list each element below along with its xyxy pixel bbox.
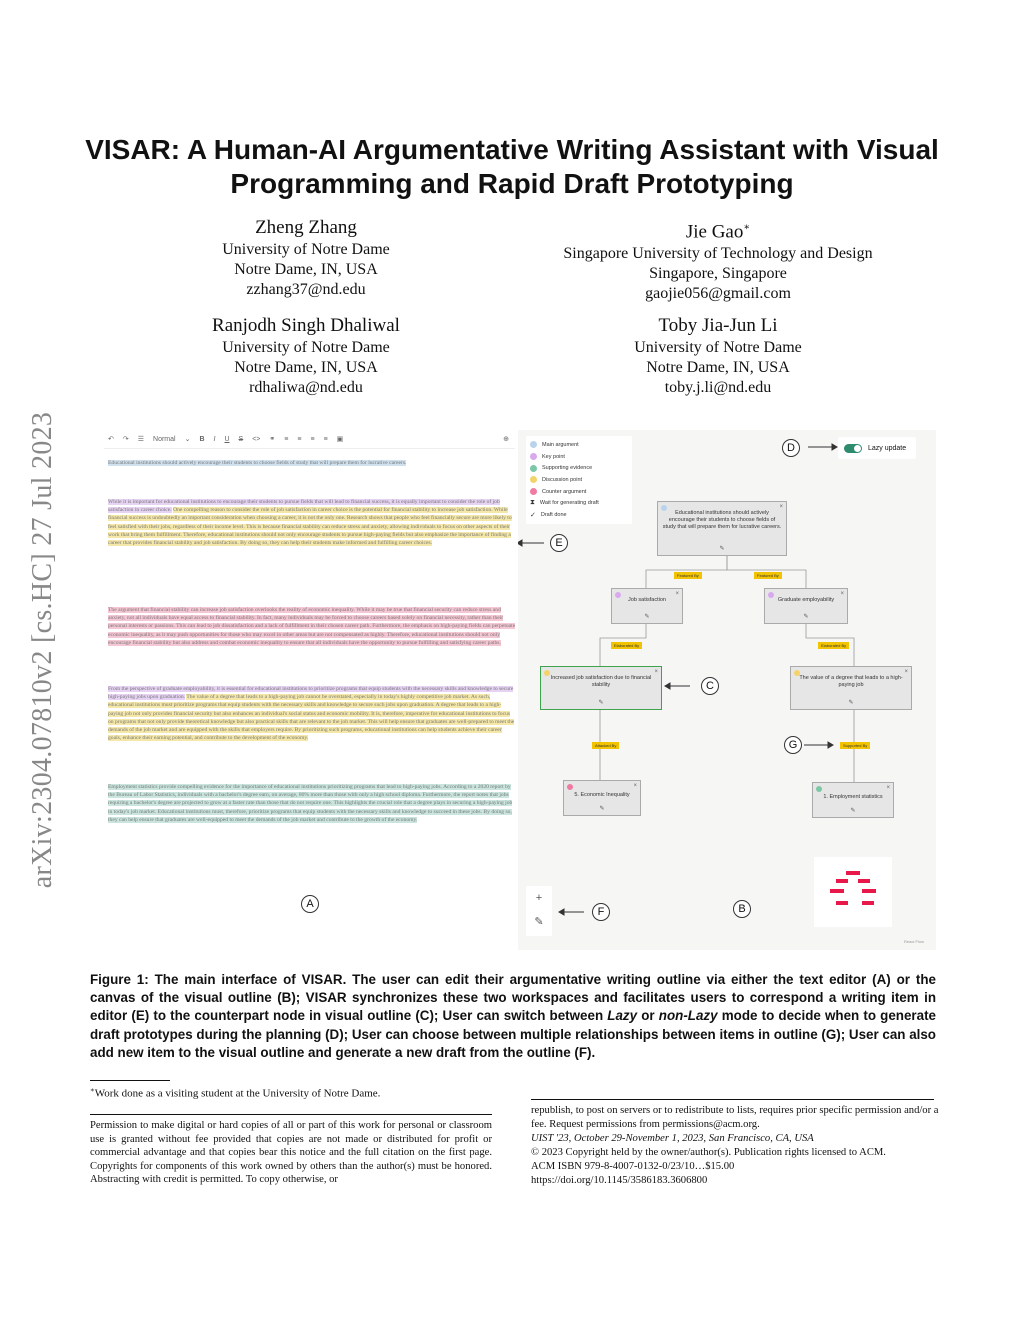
align-center-icon[interactable]: ≡ — [297, 435, 302, 443]
close-icon[interactable]: × — [779, 504, 783, 510]
pen-icon[interactable]: ✎ — [644, 614, 650, 620]
check-circle-icon: ✓ — [530, 511, 536, 519]
node-counter-argument[interactable] — [563, 780, 641, 816]
isbn-line: ACM ISBN 979-8-4007-0132-0/23/10…$15.00 — [531, 1160, 735, 1172]
legend-item — [530, 462, 628, 474]
node-text: Increased job satisfaction due to financial stability — [550, 675, 652, 688]
author-block-1 — [106, 216, 506, 300]
edge-label-featured-by[interactable]: Featured By — [674, 572, 702, 579]
strikethrough-icon[interactable]: S — [238, 435, 244, 443]
canvas-controls — [526, 886, 552, 936]
toggle-switch-icon[interactable] — [844, 444, 862, 453]
author-email[interactable]: gaojie056@gmail.com — [645, 285, 791, 303]
code-icon[interactable]: <> — [252, 435, 261, 443]
author-name: Jie Gao — [685, 221, 744, 243]
save-icon[interactable]: ▣ — [336, 436, 344, 443]
author-affiliation: University of Notre Dame — [634, 339, 802, 356]
callout-f: F — [592, 903, 610, 921]
pen-icon[interactable]: ✎ — [803, 614, 809, 620]
legend-item — [530, 497, 628, 509]
counter-argument-dot-icon — [530, 488, 537, 495]
editor-paragraph-key-point-1[interactable] — [108, 498, 516, 572]
author-name: Zheng Zhang — [255, 217, 357, 238]
key-point-text[interactable]: From the perspective of graduate employability, it is essential for educational institutions to prioritize programs that equip students with the necessary skills and knowledge to secure high-paying jobs upon graduation. — [108, 686, 514, 701]
footnote-rule — [90, 1080, 170, 1081]
arxiv-id-text: arXiv:2304.07810v2 [cs.HC] 27 Jul 2023 — [27, 411, 59, 889]
key-point-dot-icon — [530, 453, 537, 460]
edge-label-elaborated-by[interactable]: Elaborated By — [818, 642, 849, 649]
close-icon[interactable]: × — [904, 669, 908, 675]
align-justify-icon[interactable]: ≡ — [323, 435, 328, 443]
permission-rule-left — [90, 1114, 492, 1115]
minimap-node — [862, 901, 874, 905]
doi-link[interactable]: https://doi.org/10.1145/3586183.3606800 — [531, 1174, 708, 1186]
node-text: 1. Employment statistics — [823, 794, 883, 800]
legend — [526, 436, 632, 524]
callout-b: B — [733, 900, 751, 918]
align-right-icon[interactable]: ≡ — [310, 435, 315, 443]
edge-label-supported-by[interactable]: Supported By — [840, 742, 870, 749]
author-name: Toby Jia-Jun Li — [658, 315, 778, 336]
bold-icon[interactable]: B — [199, 435, 205, 443]
figure-caption — [90, 971, 936, 1062]
editor-paragraph-supporting-evidence[interactable] — [108, 783, 516, 841]
add-icon[interactable]: ⊕ — [503, 436, 509, 443]
legend-label: Supporting evidence — [542, 465, 593, 472]
caption-emphasis: Lazy — [607, 1008, 638, 1024]
undo-icon[interactable]: ↶ — [108, 436, 114, 443]
close-icon[interactable]: × — [633, 783, 637, 789]
arrow-d-lazy-head — [832, 444, 837, 450]
lazy-update-toggle[interactable] — [838, 437, 916, 459]
author-location: Notre Dame, IN, USA — [234, 359, 378, 376]
pen-icon[interactable]: ✎ — [850, 808, 856, 814]
conference-info: UIST '23, October 29-November 1, 2023, San Francisco, CA, USA — [531, 1132, 814, 1144]
author-footnote-mark: ∗ — [743, 222, 751, 233]
legend-item — [530, 439, 628, 451]
node-key-point-graduate-employability[interactable] — [764, 588, 848, 624]
author-email[interactable]: toby.j.li@nd.edu — [664, 379, 772, 396]
author-location: Notre Dame, IN, USA — [646, 359, 790, 376]
node-discussion-point-2[interactable] — [790, 666, 912, 710]
node-discussion-point-1[interactable] — [540, 666, 662, 710]
close-icon[interactable]: × — [840, 591, 844, 597]
node-text: The value of a degree that leads to a high-paying job — [799, 675, 903, 688]
add-node-button[interactable]: + — [535, 892, 543, 904]
legend-label: Wait for generating draft — [539, 500, 599, 507]
callout-c: C — [701, 677, 719, 695]
minimap-node — [862, 889, 876, 893]
callout-d: D — [782, 439, 800, 457]
supporting-evidence-text[interactable]: Employment statistics provide compelling evidence for the importance of educational institutions prioritizing programs that lead to high-paying jobs. According to a 2020 report by the Bureau of Labor Statistics, individuals with a bachelor's degree earn, on average, 80% more than those with only a high school diploma. Furthermore, the report notes that jobs requiring a bachelor's degree are projected to grow at a faster rate than those that do not require one. This highlights the crucial role that a degree plays in securing a high-paying job in today's job market. Educational institutions must, therefore, prioritize programs that equip students with the necessary skills and knowledge to succeed in these jobs. By doing so, they can help ensure that graduates are well-equipped to meet the demands of the job market and contribute to the growth of the economy. — [108, 784, 513, 823]
legend-item — [530, 509, 628, 521]
close-icon[interactable]: × — [886, 785, 890, 791]
close-icon[interactable]: × — [675, 591, 679, 597]
caption-text: mode to decide when to generate draft prototypes during the planning (D); User can choose between multiple relationships between items in outline (G); User can also add new item to the visual outline and generate a new draft from the outline (F). — [90, 1008, 936, 1060]
footnote — [90, 1086, 380, 1100]
legend-item — [530, 451, 628, 463]
counter-argument-dot-icon — [567, 784, 573, 790]
arrow-e-head — [518, 540, 522, 546]
italic-icon[interactable]: I — [213, 435, 216, 443]
minimap-node — [830, 889, 844, 893]
caption-emphasis: non-Lazy — [658, 1008, 718, 1024]
node-text: Graduate employability — [777, 597, 835, 603]
redo-icon[interactable]: ↷ — [122, 436, 129, 443]
callout-g: G — [784, 736, 802, 754]
editor-toolbar — [104, 430, 515, 449]
permission-notice-left: Permission to make digital or hard copies of all or part of this work for personal or classroom use is granted without fee provided that copies are not made or distributed for profit or commercial advantage and that copies bear this notice and the full citation on the first page. Copyrights for components of this work owned by others than the author(s) must be honored. Abstracting with credit is permitted. To copy otherwise, or — [90, 1120, 492, 1186]
pen-icon[interactable]: ✎ — [534, 916, 544, 928]
legend-item — [530, 474, 628, 486]
editor-paragraph-counter-argument[interactable] — [108, 606, 516, 672]
author-affiliation: University of Notre Dame — [222, 339, 390, 356]
key-point-text[interactable]: While it is important for educational institutions to encourage their students to pursue fields that will lead to financial success, it is equally important to consider the role of job satisfaction in career choice. — [108, 499, 500, 514]
callout-a: A — [301, 895, 319, 913]
supporting-evidence-dot-icon — [816, 786, 822, 792]
main-argument-dot-icon — [530, 441, 537, 448]
discussion-point-text[interactable]: One compelling reason to consider the role of job satisfaction in career choice is the potential for financial stability to increase job satisfaction. While financial success is undoubtedly an important consideration when choosing a career, it is not the only one. Research shows that people who feel financially secure are more likely to feel satisfied with their jobs, regardless of their income level. This is because financial stability can reduce stress and anxiety, allowing individuals to focus on other aspects of their work that bring them fulfillment. Therefore, educational institutions should not only encourage students to pursue high-paying fields but also emphasize the importance of finding a career that provides financial stability and job satisfaction. By doing so, they can help their students make informed and fulfilling career choices. — [108, 507, 512, 547]
pen-icon[interactable]: ✎ — [848, 700, 854, 706]
node-text: Educational institutions should actively encourage their students to choose fields of study that will prepare them for lucrative careers. — [662, 510, 782, 530]
discussion-point-text[interactable]: The value of a degree that leads to a high-paying job cannot be overstated, especially in today's highly competitive job market. As such, educational institutions must prioritize programs that equip students with the necessary skills and knowledge to secure such jobs upon graduation. A degree that leads to a high-paying job not only provides financial security but also enhances an individual's social status and economic mobility. It is, therefore, imperative for educational institutions to focus on programs that not only provide theoretical knowledge but also practical skills that are relevant to the job market. This will help ensure that graduates are well-prepared to meet the demands of the job market and are equipped with the skills that employers require. By prioritizing such programs, educational institutions can help students achieve their career goals, enhance their earning potential, and contribute to the development of the economy. — [108, 694, 515, 742]
author-email[interactable]: zzhang37@nd.edu — [246, 281, 366, 298]
footnote-text: Work done as a visiting student at the University of Notre Dame. — [94, 1087, 381, 1100]
permission-rule-right — [531, 1099, 934, 1100]
node-text: 5. Economic Inequality — [574, 792, 630, 798]
link-icon[interactable]: ⚭ — [269, 436, 276, 443]
pen-icon[interactable]: ✎ — [598, 700, 604, 706]
legend-label: Key point — [542, 453, 565, 460]
minimap-node — [836, 901, 848, 905]
arrow-f-head — [559, 909, 564, 915]
author-affiliation: Singapore University of Technology and Design — [563, 245, 873, 263]
edge-label-featured-by[interactable]: Featured By — [754, 572, 782, 579]
author-location: Notre Dame, IN, USA — [234, 261, 378, 278]
author-name: Ranjodh Singh Dhaliwal — [212, 315, 400, 336]
underline-icon[interactable]: U — [224, 435, 230, 443]
counter-argument-text[interactable]: The argument that financial stability can increase job satisfaction overlooks the reality of economic inequality. While it may be true that financial security can reduce stress and anxiety, not all individuals have equal access to financial stability. In fact, many individuals may be forced to choose careers based solely on financial necessity, rather than their personal interests or passions. This can lead to job dissatisfaction and a lack of fulfillment in their chosen career path. Furthermore, the emphasis on high-paying fields can perpetuate economic inequality, as it may push opportunities for those who may excel in other areas but are not compensated as highly. Therefore, educational institutions should not only encourage financial stability but also address and combat economic inequality to ensure that all individuals have the opportunity to pursue fulfilling and satisfying career paths. — [108, 607, 516, 646]
author-location: Singapore, Singapore — [649, 265, 787, 283]
style-select[interactable]: Normal — [153, 435, 176, 443]
arrow-g-head — [828, 742, 833, 748]
pen-icon[interactable]: ✎ — [599, 806, 605, 812]
node-main-argument[interactable] — [657, 501, 787, 556]
lazy-update-label: Lazy update — [868, 444, 907, 452]
author-affiliation: University of Notre Dame — [222, 241, 390, 258]
node-key-point-job-satisfaction[interactable] — [611, 588, 683, 624]
callout-e: E — [550, 534, 568, 552]
footnote-mark: ∗ — [90, 1086, 95, 1094]
legend-label: Counter argument — [542, 488, 587, 495]
node-supporting-evidence[interactable] — [812, 782, 894, 818]
main-argument-text[interactable]: Educational institutions should actively encourage their students to choose fields of study that will prepare them for lucrative careers. — [108, 460, 407, 466]
pen-icon[interactable]: ✎ — [719, 546, 725, 552]
close-icon[interactable]: × — [654, 669, 658, 675]
arxiv-side-label — [8, 370, 78, 930]
arrow-c-head — [665, 683, 670, 689]
figure-visual-outline-canvas — [518, 430, 936, 950]
hourglass-icon: ⧗ — [530, 499, 535, 507]
paper-title — [80, 133, 944, 201]
edge-label-elaborated-by[interactable]: Elaborated By — [611, 642, 642, 649]
supporting-evidence-dot-icon — [530, 465, 537, 472]
legend-item — [530, 486, 628, 498]
minimap[interactable] — [814, 857, 892, 927]
editor-paragraph-key-point-2[interactable] — [108, 685, 516, 769]
menu-icon[interactable]: ☰ — [137, 436, 145, 443]
author-block-2 — [518, 216, 918, 304]
title-line-2: Programming and Rapid Draft Prototyping — [230, 168, 794, 199]
legend-label: Draft done — [540, 511, 567, 518]
minimap-node — [858, 879, 870, 883]
caption-text: or — [637, 1008, 659, 1024]
figure-text-editor — [104, 430, 515, 950]
permission-notice-right — [531, 1104, 941, 1187]
align-left-icon[interactable]: ≡ — [284, 435, 289, 443]
legend-label: Discussion point — [542, 476, 583, 483]
author-block-4 — [518, 314, 918, 398]
react-flow-attribution[interactable]: React Flow — [903, 939, 924, 944]
node-text: Job satisfaction — [628, 597, 666, 603]
copyright-line: © 2023 Copyright held by the owner/author(s). Publication rights licensed to ACM. — [531, 1146, 886, 1158]
author-block-3 — [106, 314, 506, 398]
discussion-point-dot-icon — [530, 476, 537, 483]
edge-label-attacked-by[interactable]: Attacked By — [592, 742, 619, 749]
chevron-down-icon[interactable]: ⌄ — [184, 436, 191, 443]
minimap-node — [836, 879, 848, 883]
permission-continued: republish, to post on servers or to redistribute to lists, requires prior specific permission and/or a fee. Request permissions from permissions@acm.org. — [531, 1105, 939, 1130]
legend-label: Main argument — [542, 441, 579, 448]
editor-paragraph-main-argument[interactable] — [108, 459, 516, 467]
author-email[interactable]: rdhaliwa@nd.edu — [249, 379, 363, 396]
title-line-1: VISAR: A Human-AI Argumentative Writing Assistant with Visual — [85, 134, 939, 165]
caption-text: Figure 1: The main interface of VISAR. The user can edit their argumentative writing outline via either the text editor (A) or the canvas of the visual outline (B); VISAR synchronizes these two workspaces and facilitates users to correspond a writing item in editor (E) to the counterpart node in visual outline (C); User can switch between — [90, 972, 936, 1024]
minimap-node — [846, 871, 860, 875]
